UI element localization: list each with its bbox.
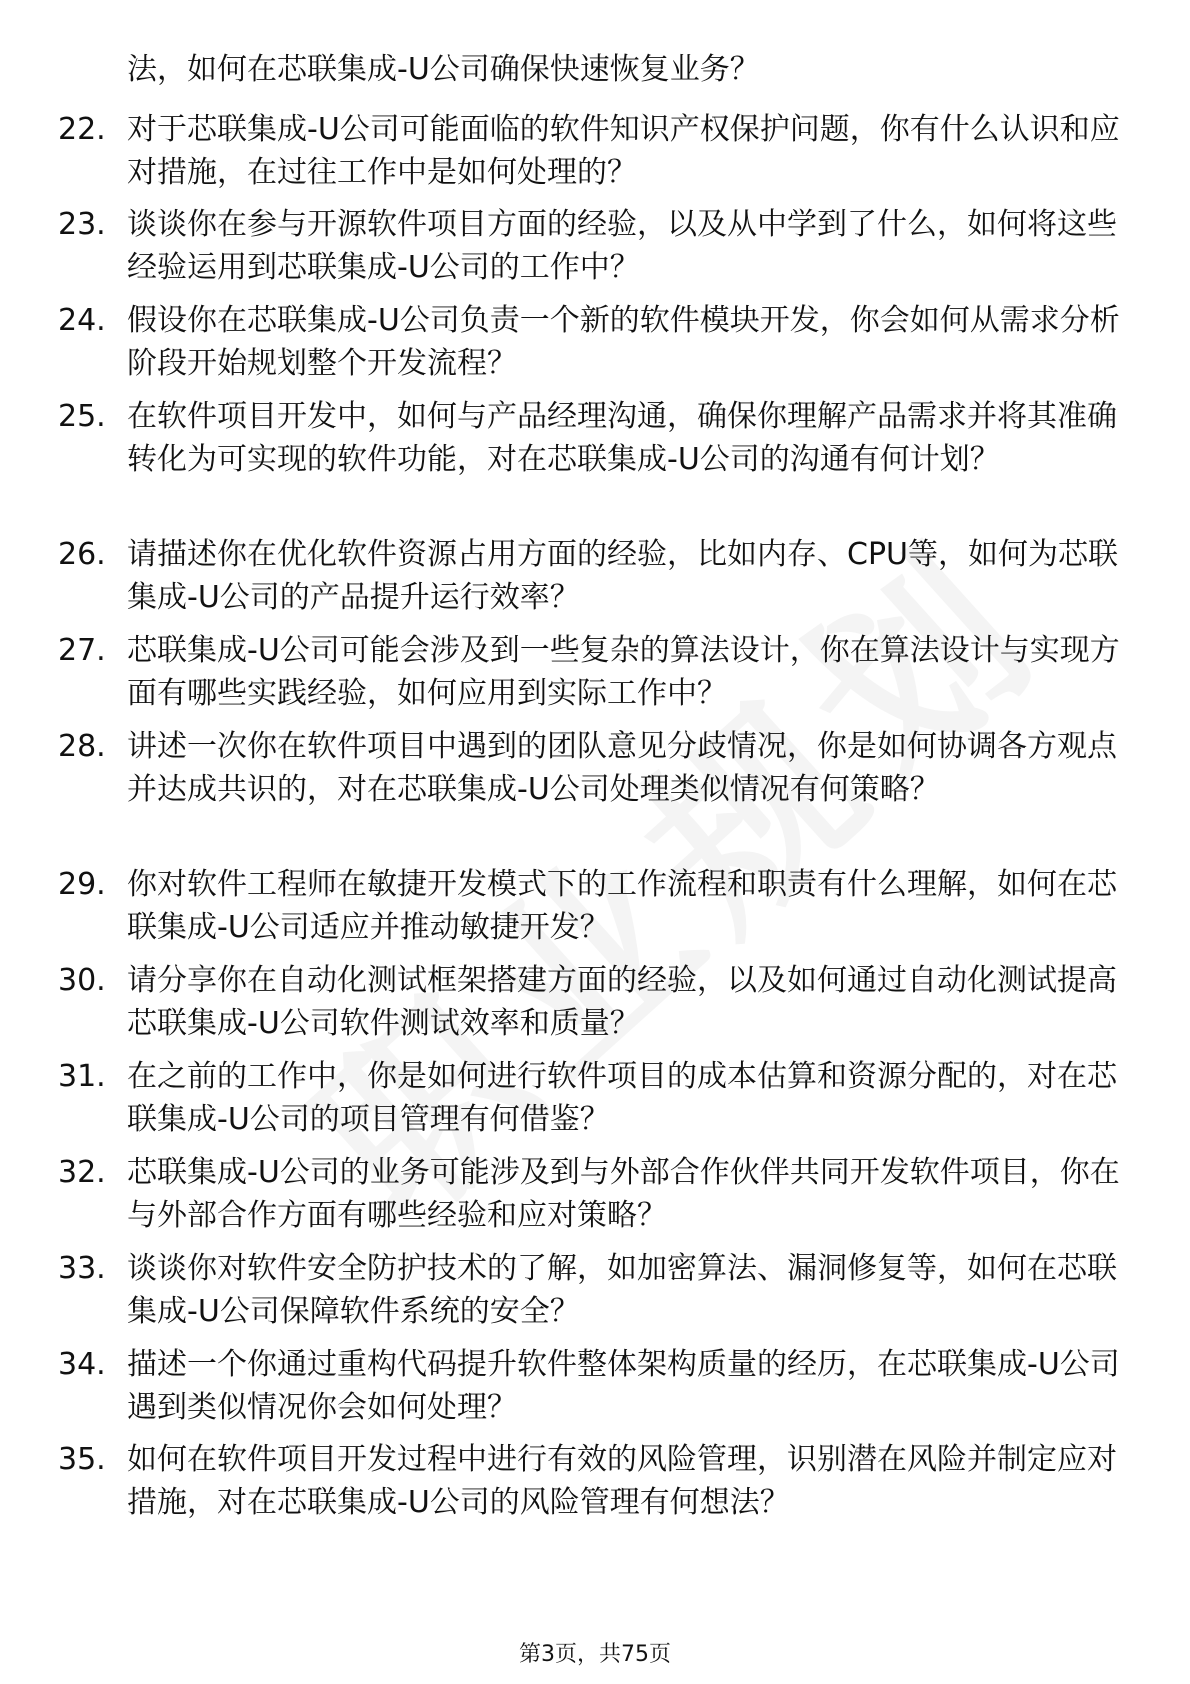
question-number: 25. [58,399,106,434]
question-text: 假设你在芯联集成-U公司负责一个新的软件模块开发，你会如何从需求分析阶段开始规划整个开发流程？ [127,303,1120,381]
question-text: 芯联集成-U公司的业务可能涉及到与外部合作伙伴共同开发软件项目，你在与外部合作方面有哪些经验和应对策略？ [127,1155,1120,1233]
question-text: 请描述你在优化软件资源占用方面的经验，比如内存、CPU等，如何为芯联集成-U公司的产品提升运行效率？ [127,537,1118,615]
question-text: 请分享你在自动化测试框架搭建方面的经验，以及如何通过自动化测试提高芯联集成-U公司软件测试效率和质量？ [127,963,1117,1041]
question-text: 描述一个你通过重构代码提升软件整体架构质量的经历，在芯联集成-U公司遇到类似情况你会如何处理？ [127,1347,1120,1425]
question-number: 24. [58,303,106,338]
question-number: 26. [58,537,106,572]
question-text: 在软件项目开发中，如何与产品经理沟通，确保你理解产品需求并将其准确转化为可实现的软件功能，对在芯联集成-U公司的沟通有何计划？ [127,399,1117,477]
question-number: 32. [58,1155,106,1190]
question-text: 芯联集成-U公司可能会涉及到一些复杂的算法设计，你在算法设计与实现方面有哪些实践经验，如何应用到实际工作中？ [127,633,1120,711]
question-number: 35. [58,1442,106,1477]
question-text: 如何在软件项目开发过程中进行有效的风险管理，识别潜在风险并制定应对措施，对在芯联集成-U公司的风险管理有何想法？ [127,1442,1117,1520]
question-text: 对于芯联集成-U公司可能面临的软件知识产权保护问题，你有什么认识和应对措施，在过往工作中是如何处理的？ [127,112,1120,190]
question-text: 在之前的工作中，你是如何进行软件项目的成本估算和资源分配的，对在芯联集成-U公司的项目管理有何借鉴？ [127,1059,1117,1137]
question-text: 讲述一次你在软件项目中遇到的团队意见分歧情况，你是如何协调各方观点并达成共识的，对在芯联集成-U公司处理类似情况有何策略？ [127,729,1117,807]
page-number-footer: 第3页，共75页 [519,1642,671,1667]
question-number: 28. [58,729,106,764]
question-number: 27. [58,633,106,668]
continuation-text: 法，如何在芯联集成-U公司确保快速恢复业务？ [127,52,760,87]
question-number: 34. [58,1347,106,1382]
question-text: 你对软件工程师在敏捷开发模式下的工作流程和职责有什么理解，如何在芯联集成-U公司适应并推动敏捷开发？ [127,867,1117,945]
question-number: 29. [58,867,106,902]
question-number: 31. [58,1059,106,1094]
question-text: 谈谈你对软件安全防护技术的了解，如加密算法、漏洞修复等，如何在芯联集成-U公司保障软件系统的安全？ [127,1251,1117,1329]
question-number: 30. [58,963,106,998]
question-text: 谈谈你在参与开源软件项目方面的经验，以及从中学到了什么，如何将这些经验运用到芯联集成-U公司的工作中？ [127,207,1117,285]
question-number: 23. [58,207,106,242]
question-number: 22. [58,112,106,147]
question-number: 33. [58,1251,106,1286]
